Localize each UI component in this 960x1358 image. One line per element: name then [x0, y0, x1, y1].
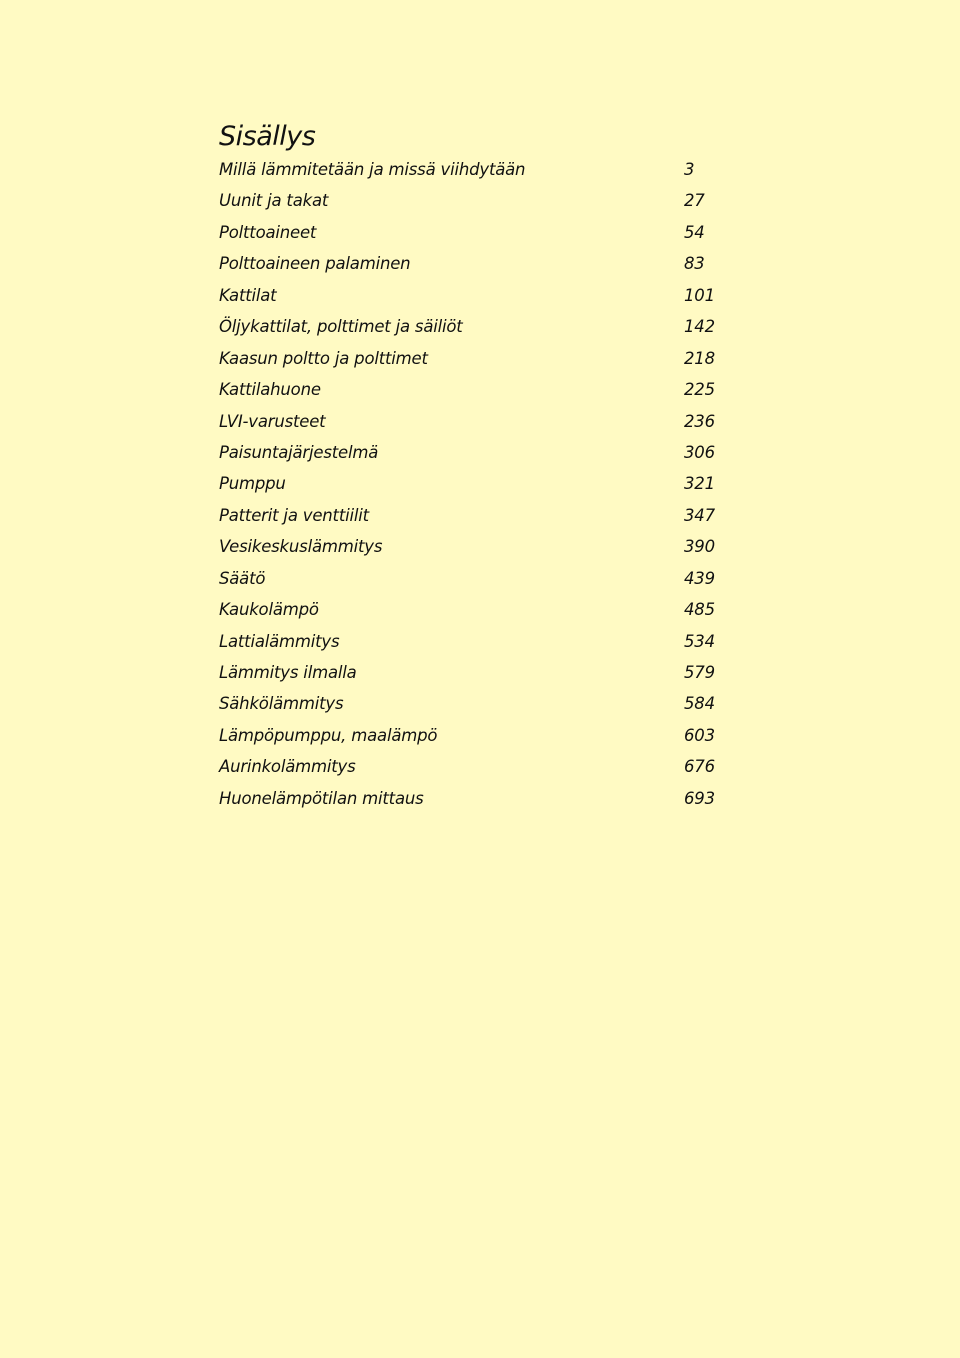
toc-entry-page: 321 — [684, 474, 715, 494]
toc-entry[interactable] — [219, 154, 739, 185]
toc-entry-label: Öljykattilat, polttimet ja säiliöt — [219, 317, 463, 337]
toc-entry-page: 27 — [684, 191, 705, 211]
toc-entry[interactable] — [219, 563, 739, 594]
toc-entry-page: 54 — [684, 222, 705, 242]
toc-entry[interactable] — [219, 531, 739, 562]
toc-entry[interactable] — [219, 720, 739, 751]
toc-entry[interactable] — [219, 343, 739, 374]
toc-entry-page: 3 — [684, 160, 695, 179]
toc-entry-page: 579 — [684, 663, 715, 682]
toc-entry[interactable] — [219, 688, 739, 719]
toc-entry-page: 439 — [684, 568, 715, 588]
toc-entry-page: 142 — [684, 317, 715, 337]
toc-entry-label: Sähkölämmitys — [219, 694, 344, 714]
toc-entry[interactable] — [219, 374, 739, 405]
toc-entry-label: Lattialämmitys — [219, 631, 340, 651]
toc-entry[interactable] — [219, 406, 739, 437]
toc-entry-label: Kattilahuone — [219, 380, 321, 400]
toc-list — [219, 154, 739, 814]
toc-entry-label: Paisuntajärjestelmä — [219, 442, 379, 462]
toc-entry-page: 236 — [684, 411, 715, 431]
toc-entry-page: 306 — [684, 442, 715, 462]
toc-entry-label: Millä lämmitetään ja missä viihdytään — [219, 160, 526, 179]
toc-entry-page: 676 — [684, 757, 715, 777]
toc-entry[interactable] — [219, 437, 739, 468]
toc-entry-page: 485 — [684, 600, 715, 620]
toc-entry-page: 218 — [684, 348, 715, 368]
toc-entry-page: 390 — [684, 537, 715, 557]
toc-entry-page: 584 — [684, 694, 715, 714]
toc-entry-page: 225 — [684, 380, 715, 400]
toc-entry-label: Vesikeskuslämmitys — [219, 537, 383, 557]
toc-entry-label: Pumppu — [219, 474, 286, 494]
toc-entry-label: Polttoaineen palaminen — [219, 254, 411, 274]
toc-entry[interactable] — [219, 751, 739, 782]
toc-entry-page: 693 — [684, 788, 715, 808]
toc-entry-label: Säätö — [219, 568, 266, 588]
toc-entry-label: Uunit ja takat — [219, 191, 329, 211]
toc-entry[interactable] — [219, 280, 739, 311]
toc-entry[interactable] — [219, 468, 739, 499]
table-of-contents — [219, 120, 739, 814]
toc-entry-page: 603 — [684, 725, 715, 745]
toc-entry[interactable] — [219, 657, 739, 688]
toc-entry-label: Lämmitys ilmalla — [219, 663, 357, 682]
toc-entry[interactable] — [219, 185, 739, 216]
toc-entry-label: Kaasun poltto ja polttimet — [219, 348, 428, 368]
toc-entry[interactable] — [219, 248, 739, 279]
toc-entry-label: LVI-varusteet — [219, 411, 326, 431]
toc-entry[interactable] — [219, 594, 739, 625]
toc-entry-label: Patterit ja venttiilit — [219, 505, 369, 525]
toc-entry-label: Kattilat — [219, 285, 277, 305]
page-title: Sisällys — [219, 121, 316, 152]
toc-entry-label: Polttoaineet — [219, 222, 317, 242]
toc-entry-label: Aurinkolämmitys — [219, 757, 356, 777]
toc-entry[interactable] — [219, 217, 739, 248]
toc-entry-page: 83 — [684, 254, 705, 274]
toc-entry-label: Lämpöpumppu, maalämpö — [219, 725, 438, 745]
toc-entry-label: Kaukolämpö — [219, 600, 319, 620]
toc-entry-page: 101 — [684, 285, 715, 305]
toc-entry-page: 534 — [684, 631, 715, 651]
toc-entry-label: Huonelämpötilan mittaus — [219, 788, 424, 808]
toc-entry[interactable] — [219, 626, 739, 657]
toc-entry[interactable] — [219, 500, 739, 531]
toc-entry[interactable] — [219, 311, 739, 342]
toc-entry-page: 347 — [684, 505, 715, 525]
toc-entry[interactable] — [219, 783, 739, 814]
